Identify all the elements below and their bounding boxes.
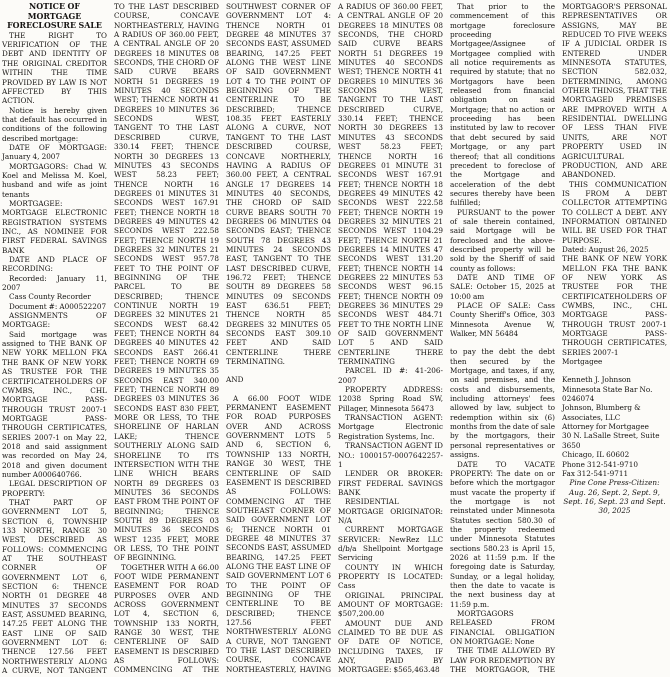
notice-paragraph: Johnson, Blumberg & Associates, LLC <box>562 403 641 422</box>
notice-paragraph: Kenneth J. Johnson <box>562 375 631 385</box>
notice-paragraph: CURRENT MORTGAGE SERVICER: NewRez LLC d/b/a Shellpoint Mortgage Servicing <box>338 525 443 563</box>
notice-paragraph: PARCEL ID #: 41-206-2007 <box>338 366 443 385</box>
notice-paragraph: PURSUANT to the power of sale therein contained, said Mortgage will be foreclosed and the above-described property will be sold by the Sheriff of said county as follows: <box>450 207 555 273</box>
notice-title-line: FORECLOSURE SALE <box>7 21 102 31</box>
notice-paragraph: AMOUNT DUE AND CLAIMED TO BE DUE AS OF DATE OF NOTICE, INCLUDING TAXES, IF ANY, PAID BY MORTGAGEE: $565,463.48 <box>338 618 443 675</box>
notice-paragraph: THAT PART OF GOVERNMENT LOT 5, SECTION 6, TOWNSHIP 133 NORTH, RANGE 30 WEST, DESCRIBED AS FOLLOWS: COMMENCING AT THE SOUTHEAST CORNER OF GOVERNMENT LOT 6, SECTION 6: THENCE NORTH 01 DEGREE 48 MINUTES 37 SECONDS EAST, ASSUMED BEARING, 147.25 FEET ALONG THE EAST LINE OF SAID GOVERNMENT LOT 6: THENCE 127.56 FEET NORTHWESTERLY ALONG A CURVE, NOT TANGENT TO THE LAST DESCRIBED COURSE, CONCAVE NORTHEASTERLY, HAVING A RADIUS OF 360.00 FEET, A CENTRAL ANGLE OF 20 DEGREES 18 MINUTES 08 SECONDS, THE CHORD OF SAID CURVE BEARS NORTH 51 DEGREES 19 MINUTES 40 SECONDS WEST; THENCE NORTH 41 DEGREES 10 MINUTES 36 SECONDS WEST, TANGENT TO THE LAST DESCRIBED CURVE, 330.14 FEET; THENCE NORTH 30 DEGREES 13 MINUTES 43 SECONDS WEST 58.23 FEET; THENCE NORTH 16 DEGREES 01 MINUTES 31 SECONDS WEST 167.91 FEET; THENCE NORTH 18 DEGREES 49 MINUTES 42 SECONDS WEST 222.58 FEET; THENCE NORTH 19 DEGREES 32 MINUTES 21 SECONDS WEST 957.78 FEET TO THE POINT OF BEGINNING OF THE PARCEL TO BE DESCRIBED; THENCE CONTINUE NORTH 19 DEGREES 32 MINUTES 21 SECONDS WEST 68.42 FEET; THENCE NORTH 84 DEGREES 40 MINUTES 42 SECONDS EAST 266.41 FEET; THENCE NORTH 69 DEGREES 19 MINUTES 35 SECONDS EAST 340.00 FEET; THENCE NORTH 89 DEGREES 03 MINUTES 36 SECONDS EAST 830 FEET, MORE OR LESS, TO THE SHORELINE OF HARLAN LAKE; THENCE SOUTHERLY ALONG SAID SHORELINE TO ITS INTERSECTION WITH THE LINE WHICH BEARS NORTH 89 DEGREES 03 MINUTES 36 SECONDS EAST FROM THE POINT OF BEGINNING; THENCE SOUTH 89 DEGREES 03 MINUTES 36 SECONDS WEST 1235 FEET, MORE OR LESS, TO THE POINT OF BEGINNING. <box>2 2 219 676</box>
notice-paragraph: Phone 312-541-9710 <box>562 459 639 469</box>
notice-paragraph: LENDER OR BROKER: FIRST FEDERAL SAVINGS BANK <box>338 469 443 497</box>
notice-paragraph: THE BANK OF NEW YORK MELLON FKA THE BANK OF NEW YORK AS TRUSTEE FOR THE CERTIFICATEHOLDERS OF CWMBS, INC., CHL MORTGAGE PASS-THROUGH TRUST 2007-1 MORTGAGE PASS-THROUGH CERTIFICATES, SERIES 2007-1 <box>562 254 667 357</box>
notice-paragraph: Notice is hereby given that default has occurred in conditions of the following described mortgage: <box>2 105 107 143</box>
notice-title-line: MORTGAGE <box>27 11 82 21</box>
notice-paragraph: LEGAL DESCRIPTION OF PROPERTY: <box>2 479 107 498</box>
notice-paragraph: THE TIME ALLOWED BY LAW FOR REDEMPTION BY THE MORTGAGOR, THE MORTGAGOR'S PERSONAL REPRESENTATIVES OR ASSIGNS, MAY BE REDUCED TO FIVE WEEKS IF A JUDICIAL ORDER IS ENTERED UNDER MINNESOTA STATUTES, SECTION 582.032, DETERMINING, AMONG OTHER THINGS, THAT THE MORTGAGED PREMISES ARE IMPROVED WITH A RESIDENTIAL DWELLING OF LESS THAN FIVE UNITS, ARE NOT PROPERTY USED IN AGRICULTURAL PRODUCTION, AND ARE ABANDONED. <box>450 2 667 675</box>
notice-paragraph: DATE TO VACATE PROPERTY: The date on or before which the mortgagor must vacate the property if the mortgage is not reinstated under Minnesota Statutes section 580.30 of the property redeemed under Minnesota Statutes sections 580.23 is April 15, 2026 at 11:59 p.m. If the foregoing date is Saturday, Sunday, or a legal holiday, then the date to vacate is the next business day at 11:59 p.m. <box>450 459 555 609</box>
notice-paragraph: Attorney for Mortgagee <box>562 422 649 432</box>
notice-paragraph: MORTGAGORS RELEASED FROM FINANCIAL OBLIGATION ON MORTGAGE: None <box>450 609 555 647</box>
notice-paragraph: ORIGINAL PRINCIPAL AMOUNT OF MORTGAGE: $507,200.00 <box>338 590 443 619</box>
notice-paragraph: Chicago, IL 60602 <box>562 450 630 460</box>
notice-paragraph: TOGETHER WITH A 66.00 FOOT WIDE PERMANENT EASEMENT FOR ROAD PURPOSES OVER AND ACROSS GOVERNMENT LOT 4, SECTION 6, TOWNSHIP 133 NORTH, RANGE 30 WEST, THE CENTERLINE OF SAID EASEMENT IS DESCRIBED AS FOLLOWS: COMMENCING AT THE SOUTHWEST CORNER OF GOVERNMENT LOT 4: THENCE NORTH 01 DEGREE 48 MINUTES 37 SECONDS EAST, ASSUMED BEARING, 147.25 FEET ALONG THE WEST LINE OF SAID GOVERNMENT LOT 4 TO THE POINT OF BEGINNING OF THE CENTERLINE TO BE DESCRIBED; THENCE 108.35 FEET EASTERLY ALONG A CURVE, NOT TANGENT TO THE LAST DESCRIBED COURSE, CONCAVE NORTHERLY, HAVING A RADIUS OF 360.00 FEET, A CENTRAL ANGLE 17 DEGREES 14 MINUTES 40 SECONDS, THE CHORD OF SAID CURVE BEARS SOUTH 70 DEGREES 06 MINUTES 04 SECONDS EAST; THENCE SOUTH 78 DEGREES 43 MINUTES 24 SECONDS EAST, TANGENT TO THE LAST DESCRIBED CURVE, 196.72 FEET; THENCE SOUTH 89 DEGREES 58 MINUTES 09 SECONDS EAST 636.51 FEET; THENCE NORTH 85 DEGREES 32 MINUTES 05 SECONDS EAST 309.10 FEET AND SAID CENTERLINE THERE TERMINATING. <box>114 2 331 675</box>
notice-paragraph: MORTGAGEE: MORTGAGE ELECTRONIC REGISTRATION SYSTEMS INC., AS NOMINEE FOR FIRST FEDERAL SAVINGS BANK <box>2 198 107 255</box>
notice-paragraph: Mortgagee <box>562 357 603 367</box>
notice-paragraph: to pay the debt the debt then secured by the Mortgage, and taxes, if any, on said premises, and the costs and disbursements, including attorneys' fees allowed by law, subject to redemption within six (6) months from the date of sale by the mortgagors, their personal representatives or assigns. <box>450 347 555 460</box>
notice-paragraph: 30 N. LaSalle Street, Suite 3650 <box>562 431 660 450</box>
notice-paragraph: AND <box>226 375 244 385</box>
notice-paragraph: MORTGAGORS: Chad W. Koel and Melissa M. Koel, husband and wife as joint tenants <box>2 161 107 199</box>
notice-paragraph: THE RIGHT TO VERIFICATION OF THE DEBT AND IDENTITY OF THE ORIGINAL CREDITOR WITHIN THE TIME PROVIDED BY LAW IS NOT AFFECTED BY THIS ACTION. <box>2 30 107 106</box>
notice-title-line: NOTICE OF <box>29 2 80 11</box>
notice-paragraph: TRANSACTION AGENT: Mortgage Electronic Registration Systems, Inc. <box>338 413 443 441</box>
notice-paragraph: DATE AND PLACE OF RECORDING: <box>2 255 107 274</box>
notice-paragraph: PROPERTY ADDRESS: 12038 Spring Road SW, Pillager, Minnesota 56473 <box>338 385 443 413</box>
notice-paragraph: PLACE OF SALE: Cass County Sheriff's Office, 303 Minnesota Avenue W, Walker, MN 56484 <box>450 301 555 339</box>
notice-paragraph: Pine Cone Press-Citizen: Aug. 26, Sept. 2, Sept. 9, Sept. 16, Sept. 23 and Sept. 30, 2025 <box>563 478 666 516</box>
notice-paragraph: Minnesota State Bar No. 0246074 <box>562 384 653 404</box>
notice-paragraph: Cass County Recorder <box>9 292 91 302</box>
notice-paragraph: THIS COMMUNICATION IS FROM A DEBT COLLECTOR ATTEMPTING TO COLLECT A DEBT. ANY INFORMATION OBTAINED WILL BE USED FOR THAT PURPOSE. <box>562 179 667 245</box>
notice-paragraph: That prior to the commencement of this mortgage foreclosure proceeding Mortgagee/Assignee of Mortgagee complied with all notice requirements as required by statute; that no Mortgagors have been released from financial obligation on said Mortgage; that no action or proceeding has been instituted by law to recover that debt secured by said Mortgage, or any part thereof; that all conditions precedent to foreclose of the Mortgage and acceleration of the debt secures thereby have been fulfilled; <box>450 2 555 208</box>
notice-paragraph: TRANSACTION AGENT ID NO.: 1000157-0007642257-1 <box>338 441 443 469</box>
notice-paragraph: Said mortgage was assigned to THE BANK OF NEW YORK MELLON FKA THE BANK OF NEW YORK AS TRUSTEE FOR THE CERTIFICATEHOLDERS OF CWMBS, INC., CHL MORTGAGE PASS-THROUGH TRUST 2007-1 MORTGAGE PASS-THROUGH CERTIFICATES, SERIES 2007-1 on May 22, 2018 and said assignment was recorded on May 24, 2018 and given document number A000640766. <box>2 329 107 479</box>
notice-paragraph: Fax 312-541-9711 <box>562 468 629 478</box>
notice-paragraph: DATE AND TIME OF SALE: October 15, 2025 at 10:00 am <box>450 272 555 301</box>
notice-paragraph: RESIDENTIAL MORTGAGE ORIGINATOR: N/A <box>338 497 443 525</box>
notice-paragraph: Dated: August 26, 2025 <box>562 244 649 254</box>
notice-paragraph: ASSIGNMENTS OF MORTGAGE: <box>2 311 107 330</box>
notice-paragraph: A 66.00 FOOT WIDE PERMANENT EASEMENT FOR ROAD PURPOSES OVER AND ACROSS GOVERNMENT LOTS 5 AND 6, SECTION 6, TOWNSHIP 133 NORTH, RANGE 30 WEST, THE CENTERLINE OF SAID EASEMENT IS DESCRIBED AS FOLLOWS: COMMENCING AT THE SOUTHEAST CORNER OF SAID GOVERNMENT LOT 6; THENCE NORTH 01 DEGREE 48 MINUTES 37 SECONDS EAST, ASSUMED BEARING, 147.25 FEET ALONG THE EAST LINE OF SAID GOVERNMENT LOT 6 TO THE POINT OF BEGINNING OF THE CENTERLINE TO BE DESCRIBED; THENCE 127.56 FEET NORTHWESTERLY ALONG A CURVE, NOT TANGENT TO THE LAST DESCRIBED COURSE, CONCAVE NORTHEASTERLY, HAVING A RADIUS OF 360.00 FEET, A CENTRAL ANGLE OF 20 DEGREES 18 MINUTES 08 SECONDS, THE CHORD SAID CURVE BEARS NORTH 51 DEGREES 19 MINUTES 40 SECONDS WEST; THENCE NORTH 41 DEGREES 10 MINUTES 36 SECONDS WEST, TANGENT TO THE LAST DESCRIBED CURVE, 330.14 FEET; THENCE NORTH 30 DEGREES 13 MINUTES 43 SECONDS WEST 58.23 FEET; THENCE NORTH 16 DEGREES 01 MINUTE 31 SECONDS WEST 167.91 FEET; THENCE NORTH 18 DEGREES 49 MINUTES 42 SECONDS WEST 222.58 FEET; THENCE NORTH 19 DEGREES 32 MINUTES 21 SECONDS WEST 1104.29 FEET; THENCE NORTH 21 DEGREES 14 MINUTES 47 SECONDS WEST 131.20 FEET; THENCE NORTH 14 DEGREES 22 MINUTES 53 SECONDS WEST 96.15 FEET; THENCE NORTH 09 DEGREES 36 MINUTES 29 SECONDS WEST 484.71 FEET TO THE NORTH LINE OF SAID GOVERNMENT LOT 5 AND SAID CENTERLINE THERE TERMINATING <box>226 2 443 674</box>
notice-paragraph: DATE OF MORTGAGE: January 4, 2007 <box>2 142 107 162</box>
notice-paragraph: Document #: A000522207 <box>9 301 107 311</box>
notice-paragraph: Recorded: January 11, 2007 <box>2 273 107 293</box>
notice-paragraph: COUNTY IN WHICH PROPERTY IS LOCATED: Cass <box>338 562 443 591</box>
